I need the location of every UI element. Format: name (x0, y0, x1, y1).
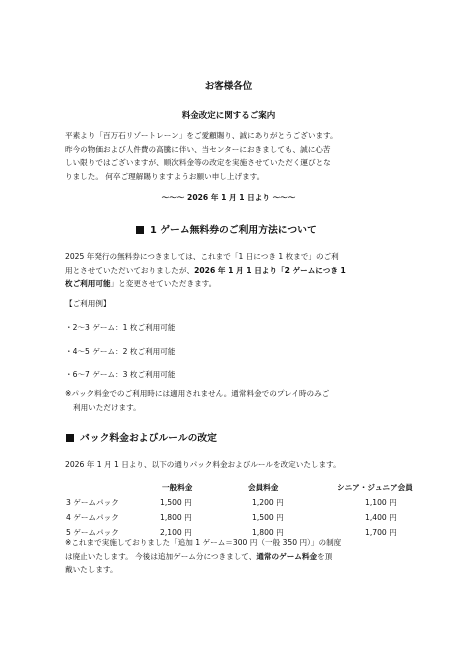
pack-fees-paragraph: 2026 年 1 月 1 日より、以下の通りパック料金およびルールを改定いたします。 (65, 460, 341, 469)
table-header: 一般料金 (162, 483, 193, 492)
table-cell: 1,400 円 (365, 513, 397, 522)
table-row (66, 510, 455, 525)
table-cell: 1,200 円 (252, 498, 284, 507)
bold-text-run: 2026 年 1 月 1 日より「2 ゲームにつき 1 (194, 265, 346, 275)
table-cell: 1,700 円 (365, 528, 397, 537)
square-bullet-icon (66, 434, 74, 442)
free-ticket-paragraph (65, 250, 346, 291)
table-cell: 1,100 円 (365, 498, 397, 507)
paragraph-line (65, 264, 346, 278)
notice-title: 料金改定に関するご案内 (181, 111, 276, 121)
text-run: 用とさせていただいておりましたが、 (65, 265, 195, 275)
note-line: ※これまで実施しておりました「追加 1 ゲーム＝300 円（一般 350 円）」の制度 (65, 538, 342, 547)
pack-fee-table (66, 480, 455, 540)
section-heading-text: パック料金およびルールの改定 (80, 433, 217, 444)
text-run: は廃止いたします。 今後は追加ゲーム分につきまして、 (65, 551, 257, 561)
table-cell: 1,500 円 (252, 513, 284, 522)
paragraph-line (65, 277, 346, 291)
additional-game-note (65, 536, 341, 577)
example-item: ・6～7 ゲーム：3 枚ご利用可能 (65, 370, 176, 379)
paragraph-line: 2025 年発行の無料券につきましては、これまで「1 日につき 1 枚まで」のご利 (65, 252, 339, 261)
bold-text-run: 枚ご利用可能 (65, 279, 111, 288)
table-header (66, 480, 152, 495)
table-cell: 3 ゲームパック (66, 498, 119, 507)
section-heading-pack-fees (66, 430, 217, 444)
intro-line: 昨今の物価および人件費の高騰に伴い、当センターにおきましても、誠に心苦 (65, 144, 331, 154)
square-bullet-icon (136, 226, 144, 234)
intro-line: りました。 何卒ご理解賜りますようお願い申し上げます。 (65, 171, 265, 181)
table-cell: 4 ゲームパック (66, 513, 119, 522)
intro-paragraph (65, 129, 338, 183)
section-heading-free-ticket (136, 222, 317, 236)
intro-line: 平素より「百万石リゾートレーン」をご愛顧賜り、誠にありがとうございます。 (65, 131, 338, 140)
intro-line: しい限りではございますが、順次料金等の改定を実施させていただく運びとな (65, 158, 331, 167)
example-label: 【ご利用例】 (65, 299, 111, 308)
bold-text-run: 通常のゲーム料金 (256, 551, 318, 561)
pack-exclusion-note (65, 387, 329, 414)
table-row (66, 495, 455, 510)
section-heading-text: 1 ゲーム無料券のご利用方法について (150, 225, 317, 236)
effective-date-line: ～～～ 2026 年 1 月 1 日より ～～～ (161, 193, 296, 202)
text-run: を頂 (317, 551, 333, 561)
note-line: 利用いただけます。 (73, 402, 141, 412)
greeting: お客様各位 (204, 81, 253, 92)
table-cell: 5 ゲームパック (66, 528, 119, 537)
note-line: 戴いたします。 (65, 565, 118, 574)
example-item: ・2～3 ゲーム：1 枚ご利用可能 (65, 323, 176, 332)
table-header: シニア・ジュニア会員 (337, 483, 413, 492)
example-item: ・4～5 ゲーム：2 枚ご利用可能 (65, 347, 176, 356)
table-cell: 2,100 円 (160, 528, 192, 537)
note-line (65, 550, 341, 564)
note-line: ※パック料金でのご利用時には適用されません。通常料金でのプレイ時のみご (65, 389, 330, 398)
table-cell: 1,800 円 (160, 513, 192, 522)
table-cell: 1,800 円 (252, 528, 284, 537)
table-header: 会員料金 (248, 483, 279, 492)
text-run: 」と変更させていただきます。 (110, 279, 217, 288)
table-cell: 1,500 円 (160, 498, 192, 507)
table-header-row (66, 480, 455, 495)
